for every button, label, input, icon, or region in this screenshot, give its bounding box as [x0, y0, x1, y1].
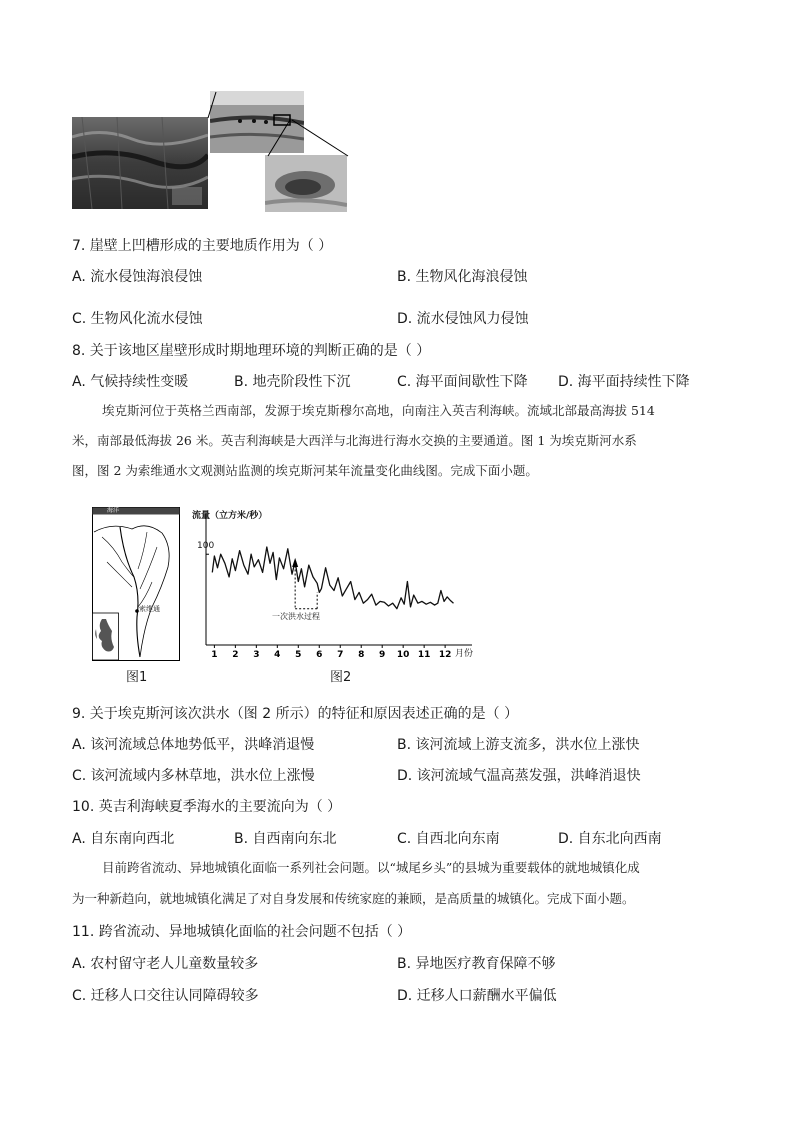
q8-option-d[interactable]: D. 海平面持续性下降 — [558, 374, 690, 390]
x-tick-label-11: 11 — [417, 650, 431, 660]
figure2-ytick-100: 100 — [197, 541, 215, 551]
figure1-caption: 图1 — [126, 670, 148, 685]
flow-series-line — [212, 547, 453, 609]
x-tick-label-7: 7 — [337, 650, 344, 660]
q11-option-c[interactable]: C. 迁移人口交往认同障碍较多 — [72, 988, 259, 1004]
q9-option-a[interactable]: A. 该河流域总体地势低平，洪峰消退慢 — [72, 737, 315, 753]
x-tick-label-6: 6 — [316, 650, 323, 660]
q8-option-a[interactable]: A. 气候持续性变暖 — [72, 374, 189, 390]
x-tick-label-1: 1 — [211, 650, 218, 660]
q9-option-c[interactable]: C. 该河流域内多林草地，洪水位上涨慢 — [72, 768, 315, 784]
passage1-line3: 图，图 2 为索维通水文观测站监测的埃克斯河某年流量变化曲线图。完成下面小题。 — [72, 463, 538, 478]
q9-stem: 9. 关于埃克斯河该次洪水（图 2 所示）的特征和原因表述正确的是（ ） — [72, 706, 519, 722]
q10-option-b[interactable]: B. 自西南向东北 — [234, 831, 337, 847]
q9-option-d[interactable]: D. 该河流域气温高蒸发强，洪峰消退快 — [397, 768, 641, 784]
x-tick-label-10: 10 — [396, 650, 410, 660]
q10-option-c[interactable]: C. 自西北向东南 — [397, 831, 500, 847]
passage1-line1: 埃克斯河位于英格兰西南部，发源于埃克斯穆尔高地，向南注入英吉利海峡。流域北部最高海拔 514 — [102, 403, 655, 418]
figure1-top-label: 海洋 — [107, 507, 120, 514]
q7-stem: 7. 崖壁上凹槽形成的主要地质作用为（ ） — [72, 238, 333, 254]
q10-option-d[interactable]: D. 自东北向西南 — [558, 831, 662, 847]
figure2-flow-chart — [190, 505, 490, 665]
passage1-line2: 米，南部最低海拔 26 米。英吉利海峡是大西洋与北海进行海水交换的主要通道。图 1 为埃克斯河水系 — [72, 433, 637, 448]
figure1-river-map — [92, 507, 180, 661]
figure2-xunit: 月份 — [455, 649, 474, 659]
q7-option-a[interactable]: A. 流水侵蚀海浪侵蚀 — [72, 269, 203, 285]
flood-arrow — [292, 558, 298, 567]
q7-option-d[interactable]: D. 流水侵蚀风力侵蚀 — [397, 311, 529, 327]
figure2-annotation: 一次洪水过程 — [272, 612, 320, 621]
q10-stem: 10. 英吉利海峡夏季海水的主要流向为（ ） — [72, 799, 342, 815]
q11-option-a[interactable]: A. 农村留守老人儿童数量较多 — [72, 956, 259, 972]
q11-option-d[interactable]: D. 迁移人口薪酬水平偏低 — [397, 988, 557, 1004]
passage2-line2: 为一种新趋向，就地城镇化满足了对自身发展和传统家庭的兼顾，是高质量的城镇化。完成下面小题。 — [72, 891, 635, 906]
q10-option-a[interactable]: A. 自东南向西北 — [72, 831, 175, 847]
q8-option-b[interactable]: B. 地壳阶段性下沉 — [234, 374, 351, 390]
figure2-ylabel: 流量（立方米/秒） — [192, 511, 268, 521]
q11-option-b[interactable]: B. 异地医疗教育保障不够 — [397, 956, 556, 972]
x-tick-label-4: 4 — [274, 650, 281, 660]
x-tick-label-9: 9 — [379, 650, 386, 660]
figure1-station-label: 索维通 — [139, 605, 160, 613]
q7-option-c[interactable]: C. 生物风化流水侵蚀 — [72, 311, 203, 327]
x-tick-label-5: 5 — [295, 650, 302, 660]
q9-option-b[interactable]: B. 该河流域上游支流多，洪水位上涨快 — [397, 737, 640, 753]
x-tick-label-2: 2 — [232, 650, 239, 660]
q11-stem: 11. 跨省流动、异地城镇化面临的社会问题不包括（ ） — [72, 924, 412, 940]
x-tick-label-8: 8 — [358, 650, 365, 660]
x-tick-label-3: 3 — [253, 650, 260, 660]
photo-connector-lines — [180, 88, 355, 168]
x-tick-label-12: 12 — [438, 650, 452, 660]
figure2-caption: 图2 — [330, 670, 352, 685]
passage2-line1: 目前跨省流动、异地城镇化面临一系列社会问题。以“城尾乡头”的县城为重要载体的就地城镇化成 — [102, 860, 640, 875]
q7-option-b[interactable]: B. 生物风化海浪侵蚀 — [397, 269, 528, 285]
q8-stem: 8. 关于该地区崖壁形成时期地理环境的判断正确的是（ ） — [72, 343, 431, 359]
q8-option-c[interactable]: C. 海平面间歇性下降 — [397, 374, 528, 390]
